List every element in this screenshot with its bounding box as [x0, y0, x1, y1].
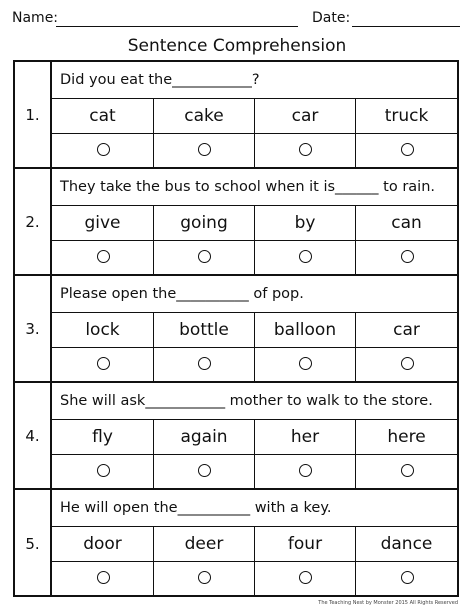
answer-bubble[interactable]	[401, 571, 414, 584]
answer-word: going	[154, 206, 254, 241]
question-number: 3.	[15, 276, 52, 381]
copyright-footer: The Teaching Nest by Monster 2015 All Rights Reserved	[318, 600, 458, 606]
answer-word: give	[52, 206, 153, 241]
question-row	[15, 276, 457, 383]
answer-option	[255, 313, 356, 383]
answer-option	[52, 313, 154, 383]
answer-word: cat	[52, 99, 153, 134]
name-label: Name:	[12, 10, 59, 26]
question-body	[52, 490, 457, 597]
question-number: 1.	[15, 62, 52, 167]
answer-bubble[interactable]	[299, 143, 312, 156]
question-body	[52, 169, 457, 274]
answer-word: truck	[356, 99, 457, 134]
question-prompt: He will open the__________ with a key.	[52, 490, 457, 527]
question-row	[15, 62, 457, 169]
answer-bubble[interactable]	[401, 143, 414, 156]
answer-word: four	[255, 527, 355, 562]
header	[12, 8, 462, 30]
answer-word: door	[52, 527, 153, 562]
answer-bubble[interactable]	[97, 143, 110, 156]
answer-bubble[interactable]	[299, 250, 312, 263]
answer-word: lock	[52, 313, 153, 348]
answer-bubble[interactable]	[198, 464, 211, 477]
answer-options	[52, 420, 457, 490]
worksheet-title: Sentence Comprehension	[127, 36, 347, 56]
name-field[interactable]	[56, 26, 298, 27]
answer-bubble[interactable]	[97, 571, 110, 584]
question-row	[15, 490, 457, 597]
answer-word: car	[356, 313, 457, 348]
answer-options	[52, 206, 457, 276]
answer-bubble[interactable]	[97, 357, 110, 370]
answer-word: dance	[356, 527, 457, 562]
answer-option	[356, 206, 457, 276]
date-label: Date:	[312, 10, 351, 26]
answer-bubble[interactable]	[299, 571, 312, 584]
answer-bubble[interactable]	[401, 250, 414, 263]
answer-word: here	[356, 420, 457, 455]
answer-bubble[interactable]	[401, 464, 414, 477]
answer-bubble[interactable]	[198, 571, 211, 584]
question-prompt: Did you eat the___________?	[52, 62, 457, 99]
answer-bubble[interactable]	[198, 250, 211, 263]
date-field[interactable]	[352, 26, 460, 27]
answer-word: deer	[154, 527, 254, 562]
answer-options	[52, 99, 457, 169]
question-row	[15, 169, 457, 276]
answer-word: can	[356, 206, 457, 241]
question-row	[15, 383, 457, 490]
answer-option	[52, 420, 154, 490]
answer-option	[154, 206, 255, 276]
answer-option	[154, 313, 255, 383]
answer-bubble[interactable]	[198, 143, 211, 156]
answer-option	[356, 99, 457, 169]
answer-bubble[interactable]	[401, 357, 414, 370]
answer-option	[154, 420, 255, 490]
question-number: 4.	[15, 383, 52, 488]
answer-option	[255, 420, 356, 490]
question-number: 2.	[15, 169, 52, 274]
answer-word: by	[255, 206, 355, 241]
question-table	[13, 60, 459, 597]
answer-option	[52, 99, 154, 169]
answer-word: balloon	[255, 313, 355, 348]
answer-option	[356, 527, 457, 597]
answer-option	[356, 313, 457, 383]
question-prompt: She will ask___________ mother to walk to the store.	[52, 383, 457, 420]
answer-option	[356, 420, 457, 490]
answer-word: again	[154, 420, 254, 455]
question-body	[52, 276, 457, 381]
answer-bubble[interactable]	[299, 464, 312, 477]
answer-bubble[interactable]	[198, 357, 211, 370]
answer-word: cake	[154, 99, 254, 134]
answer-options	[52, 313, 457, 383]
question-number: 5.	[15, 490, 52, 597]
question-body	[52, 62, 457, 167]
answer-bubble[interactable]	[97, 464, 110, 477]
answer-word: her	[255, 420, 355, 455]
question-prompt: Please open the__________ of pop.	[52, 276, 457, 313]
answer-option	[52, 527, 154, 597]
answer-word: fly	[52, 420, 153, 455]
answer-word: car	[255, 99, 355, 134]
answer-option	[154, 99, 255, 169]
answer-options	[52, 527, 457, 597]
answer-bubble[interactable]	[97, 250, 110, 263]
answer-option	[52, 206, 154, 276]
question-prompt: They take the bus to school when it is______ to rain.	[52, 169, 457, 206]
answer-bubble[interactable]	[299, 357, 312, 370]
answer-word: bottle	[154, 313, 254, 348]
answer-option	[255, 527, 356, 597]
question-body	[52, 383, 457, 488]
answer-option	[255, 99, 356, 169]
answer-option	[154, 527, 255, 597]
answer-option	[255, 206, 356, 276]
